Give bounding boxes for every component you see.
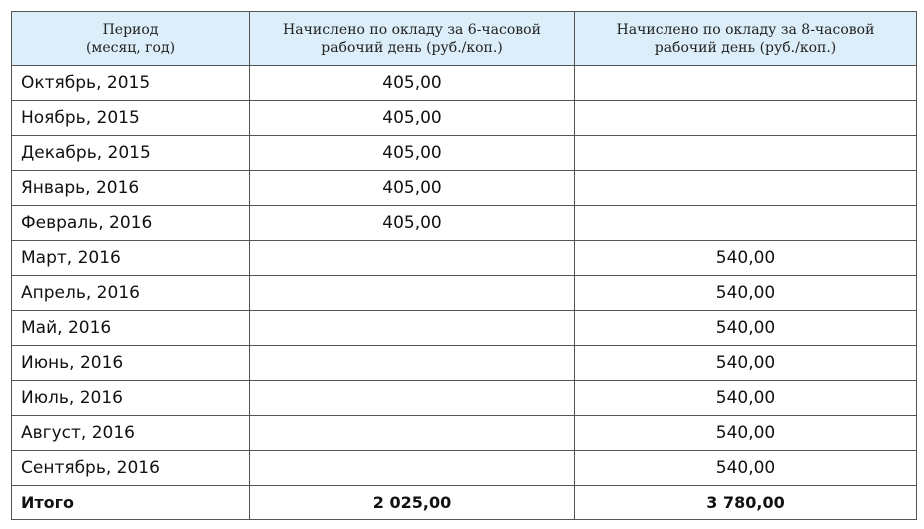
table-header bbox=[12, 12, 917, 66]
period-cell: Июль, 2016 bbox=[12, 381, 250, 416]
value-6h-cell bbox=[250, 241, 575, 276]
table-row bbox=[12, 276, 917, 311]
value-6h-cell: 405,00 bbox=[250, 101, 575, 136]
value-6h-cell bbox=[250, 311, 575, 346]
value-8h-cell bbox=[575, 66, 917, 101]
value-8h-cell: 540,00 bbox=[575, 346, 917, 381]
value-6h-cell bbox=[250, 276, 575, 311]
value-8h-cell: 540,00 bbox=[575, 276, 917, 311]
table-row bbox=[12, 451, 917, 486]
table-row bbox=[12, 416, 917, 451]
value-8h-cell bbox=[575, 101, 917, 136]
header-period-line-2: (месяц, год) bbox=[85, 39, 176, 56]
value-8h-cell bbox=[575, 206, 917, 241]
table-row bbox=[12, 171, 917, 206]
salary-table bbox=[11, 11, 917, 520]
total-row bbox=[12, 486, 917, 520]
value-8h-cell: 540,00 bbox=[575, 416, 917, 451]
header-6h bbox=[250, 12, 575, 66]
period-cell: Ноябрь, 2015 bbox=[12, 101, 250, 136]
header-period bbox=[12, 12, 250, 66]
period-cell: Март, 2016 bbox=[12, 241, 250, 276]
period-cell: Декабрь, 2015 bbox=[12, 136, 250, 171]
table-row bbox=[12, 346, 917, 381]
table-row bbox=[12, 101, 917, 136]
total-8h: 3 780,00 bbox=[575, 486, 917, 520]
table-row bbox=[12, 311, 917, 346]
value-6h-cell: 405,00 bbox=[250, 206, 575, 241]
period-cell: Февраль, 2016 bbox=[12, 206, 250, 241]
table-row bbox=[12, 381, 917, 416]
header-row bbox=[12, 12, 917, 66]
total-6h: 2 025,00 bbox=[250, 486, 575, 520]
period-cell: Апрель, 2016 bbox=[12, 276, 250, 311]
table-row bbox=[12, 241, 917, 276]
value-8h-cell: 540,00 bbox=[575, 311, 917, 346]
value-8h-cell bbox=[575, 171, 917, 206]
value-8h-cell: 540,00 bbox=[575, 241, 917, 276]
header-6h-line-1: Начислено по окладу за 6-часовой bbox=[283, 21, 541, 38]
value-6h-cell: 405,00 bbox=[250, 66, 575, 101]
value-6h-cell: 405,00 bbox=[250, 171, 575, 206]
value-8h-cell: 540,00 bbox=[575, 451, 917, 486]
period-cell: Август, 2016 bbox=[12, 416, 250, 451]
header-6h-line-2: рабочий день (руб./коп.) bbox=[321, 39, 503, 56]
value-8h-cell: 540,00 bbox=[575, 381, 917, 416]
header-8h-line-1: Начислено по окладу за 8-часовой bbox=[616, 21, 875, 38]
period-cell: Сентябрь, 2016 bbox=[12, 451, 250, 486]
value-6h-cell bbox=[250, 346, 575, 381]
value-6h-cell bbox=[250, 416, 575, 451]
table-row bbox=[12, 136, 917, 171]
header-8h bbox=[575, 12, 917, 66]
table-row bbox=[12, 66, 917, 101]
value-8h-cell bbox=[575, 136, 917, 171]
header-period-line-1: Период bbox=[102, 21, 159, 38]
value-6h-cell bbox=[250, 451, 575, 486]
total-label: Итого bbox=[12, 486, 250, 520]
value-6h-cell: 405,00 bbox=[250, 136, 575, 171]
value-6h-cell bbox=[250, 381, 575, 416]
header-8h-line-2: рабочий день (руб./коп.) bbox=[654, 39, 837, 56]
period-cell: Июнь, 2016 bbox=[12, 346, 250, 381]
period-cell: Май, 2016 bbox=[12, 311, 250, 346]
period-cell: Октябрь, 2015 bbox=[12, 66, 250, 101]
period-cell: Январь, 2016 bbox=[12, 171, 250, 206]
table-body bbox=[12, 66, 917, 520]
table-row bbox=[12, 206, 917, 241]
